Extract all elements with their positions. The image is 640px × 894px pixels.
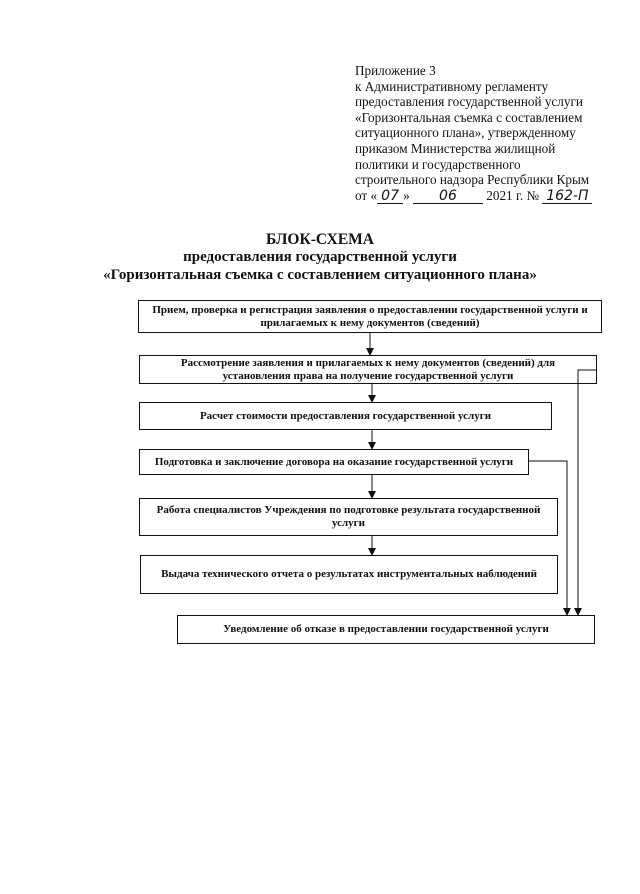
date-prefix: от « — [355, 187, 378, 203]
annex-line: «Горизонтальная съемка с составлением — [355, 109, 583, 125]
annex-line: Приложение 3 — [355, 63, 436, 78]
order-day: 07 — [377, 190, 403, 204]
annex-line: строительного надзора Республики Крым — [355, 172, 590, 188]
order-number: 162-П — [542, 190, 592, 204]
page-subtitle: предоставления государственной услуги — [183, 249, 457, 265]
quote-close: » — [403, 187, 410, 203]
page-title: БЛОК-СХЕМА — [265, 231, 374, 248]
order-month: 06 — [413, 190, 483, 204]
order-year: 2021 г. № — [486, 187, 540, 203]
step-reception: Прием, проверка и регистрация заявления о предоставлении государственной услуги и прилагаемых к нему документов (сведений) — [138, 300, 602, 333]
annex-line: приказом Министерства жилищной — [355, 140, 556, 156]
step-cost: Расчет стоимости предоставления государственной услуги — [139, 402, 552, 430]
annex-line: ситуационного плана», утвержденному — [355, 125, 576, 141]
annex-line: к Административному регламенту — [355, 78, 549, 94]
service-name: «Горизонтальная съемка с составлением ситуационного плана» — [103, 267, 537, 283]
step-specialists: Работа специалистов Учреждения по подготовке результата государственной услуги — [139, 498, 558, 536]
annex-line: предоставления государственной услуги — [355, 94, 583, 110]
annex-line: политики и государственного — [355, 156, 521, 172]
step-report: Выдача технического отчета о результатах инструментальных наблюдений — [140, 555, 558, 594]
step-contract: Подготовка и заключение договора на оказание государственной услуги — [139, 449, 529, 475]
refusal-notice: Уведомление об отказе в предоставлении государственной услуги — [177, 615, 595, 644]
step-review: Рассмотрение заявления и прилагаемых к нему документов (сведений) для установления права на получение государственной услуги — [139, 355, 597, 384]
arrow-step2-refusal — [578, 370, 596, 615]
